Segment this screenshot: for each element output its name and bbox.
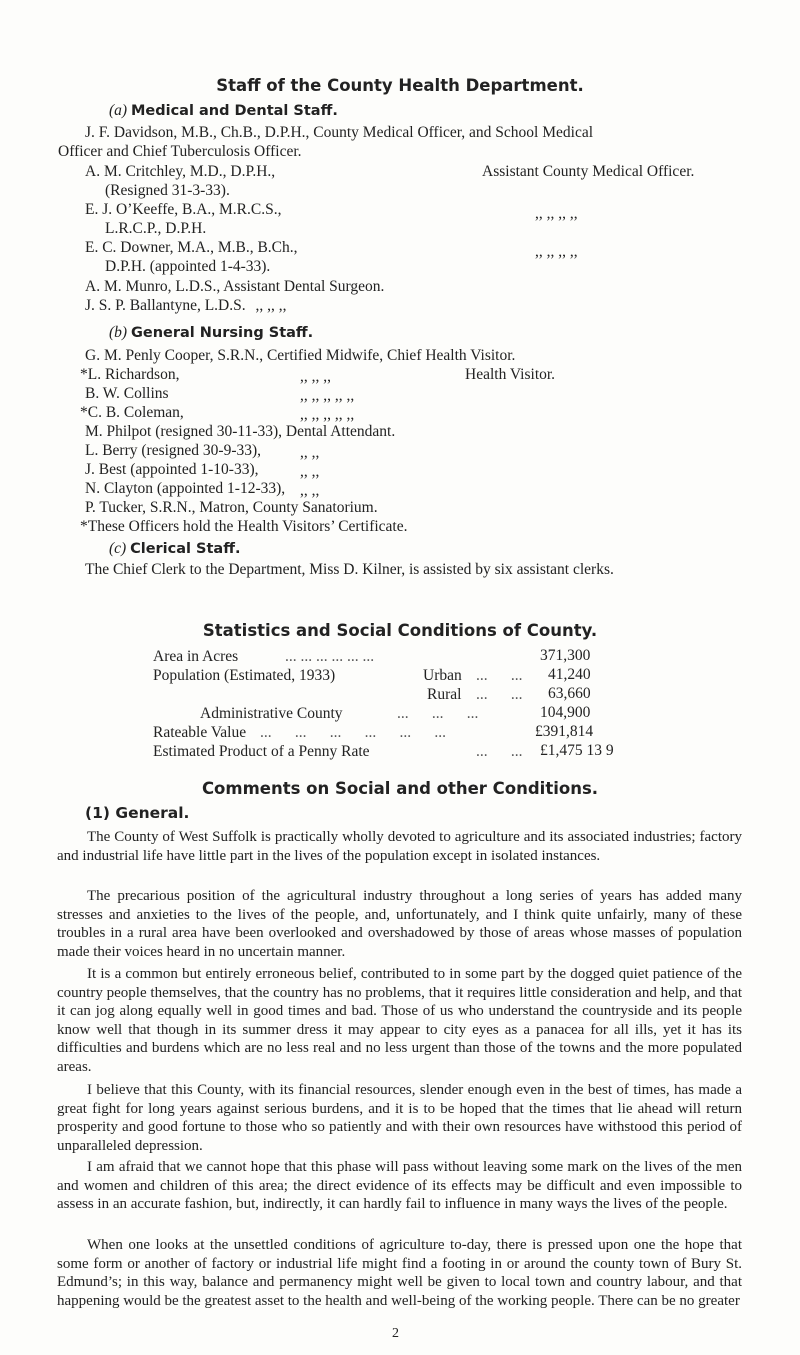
ditto-downer: ,, ,, ,, ,,: [535, 243, 578, 260]
nurse-line-coleman: *C. B. Coleman,: [80, 404, 184, 421]
nurse-line-best: J. Best (appointed 1-10-33),: [85, 461, 259, 478]
paragraph-1: The County of West Suffolk is practically wholly devoted to agriculture and its associated industries; factory and industrial life have little part in the lives of the population except in isolated instances.: [57, 829, 742, 864]
ditto-clayton: ,, ,,: [300, 482, 320, 499]
page-number: 2: [392, 1326, 399, 1341]
ditto-berry: ,, ,,: [300, 444, 320, 461]
stat-leader-admin: ... ... ...: [397, 705, 479, 722]
stat-label-population: Population (Estimated, 1933): [153, 667, 336, 684]
nurse-line-berry: L. Berry (resigned 30-9-33),: [85, 442, 262, 459]
ditto-richardson: ,, ,, ,,: [300, 368, 331, 385]
ditto-ballantyne: ,, ,, ,,: [255, 297, 287, 314]
medical-heading-text: Medical and Dental Staff.: [130, 103, 338, 119]
statistics-title: Statistics and Social Conditions of County.: [202, 621, 598, 640]
stat-value-rural: 63,660: [548, 685, 591, 702]
paragraph-4: I believe that this County, with its financial resources, slender enough even in the best of times, has made a great fight for long years against serious burdens, and it is to be hoped that the times that lie ahead will return prosperity and good fortune to those who so patiently and with their own resources have withstood this period of unparalleled depression.: [57, 1082, 742, 1154]
nursing-heading-text: General Nursing Staff.: [130, 325, 314, 341]
medical-heading-prefix: (a): [109, 102, 128, 119]
ditto-best: ,, ,,: [300, 463, 320, 480]
staff-line-okeeffe: E. J. O’Keeffe, B.A., M.R.C.S.,: [85, 201, 282, 218]
stat-value-penny-rate: £1,475 13 9: [540, 742, 614, 759]
nurse-line-tucker: P. Tucker, S.R.N., Matron, County Sanatorium.: [85, 499, 378, 516]
paragraph-2: The precarious position of the agricultural industry throughout a long series of years has added many stresses and anxieties to the lives of the people, and, unfortunately, and I think quite unfairly, many of these troubles in a rural area have been overlooked and overshadowed by those of areas whose masses of population made their voices heard in no uncertain manner.: [57, 888, 742, 960]
medical-heading: [109, 101, 338, 121]
stat-leader-area: ... ... ... ... ... ...: [285, 648, 375, 665]
stat-leader-urban: ... ...: [476, 667, 523, 684]
nurse-line-philpot: M. Philpot (resigned 30-11-33), Dental Attendant.: [85, 423, 396, 440]
paragraph-5: I am afraid that we cannot hope that this phase will pass without leaving some mark on the lives of the men and women and children of this area; the direct evidence of its effects may be difficult and even impossible to assess in an accurate fashion, but, indirectly, it can hardly fail to influence in many ways the lives of the people.: [57, 1159, 742, 1212]
stat-label-area: Area in Acres: [153, 648, 239, 665]
nurse-line-cooper: G. M. Penly Cooper, S.R.N., Certified Midwife, Chief Health Visitor.: [85, 347, 516, 364]
health-visitor-label: Health Visitor.: [465, 366, 556, 383]
staff-line-davidson-cont: Officer and Chief Tuberculosis Officer.: [58, 143, 302, 160]
stat-sub-urban: Urban: [423, 667, 462, 684]
clerical-heading-prefix: (c): [109, 540, 127, 557]
staff-line-downer: E. C. Downer, M.A., M.B., B.Ch.,: [85, 239, 298, 256]
ditto-collins: ,, ,, ,, ,, ,,: [300, 387, 355, 404]
stat-leader-rateable: ... ... ... ... ... ...: [260, 724, 446, 741]
stat-label-rateable: Rateable Value: [153, 724, 247, 741]
staff-title: Staff of the County Health Department.: [216, 76, 584, 95]
comments-title: Comments on Social and other Conditions.: [201, 779, 599, 798]
ditto-okeeffe: ,, ,, ,, ,,: [535, 205, 578, 222]
ditto-coleman: ,, ,, ,, ,, ,,: [300, 406, 355, 423]
staff-line-ballantyne: [85, 296, 286, 315]
staff-line-downer-cont: D.P.H. (appointed 1-4-33).: [105, 258, 271, 275]
stat-leader-rural: ... ...: [476, 686, 523, 703]
stat-value-area: 371,300: [540, 647, 591, 664]
stat-sub-rural: Rural: [427, 686, 462, 703]
general-heading: (1) General.: [85, 804, 190, 822]
nursing-heading-prefix: (b): [109, 324, 128, 341]
nurse-line-clayton: N. Clayton (appointed 1-12-33),: [85, 480, 286, 497]
staff-line-ballantyne-name: J. S. P. Ballantyne, L.D.S.: [85, 297, 246, 314]
paragraph-3: It is a common but entirely erroneous belief, contributed to in some part by the dogged quiet patience of the country people themselves, that the country has no problems, that it requires little consideration and help, and that it can jog along equally well in good times and bad. Those of us who understand the countryside and its people know well that though in its summer dress it may appear to city eyes as a panacea for all ills, yet it has its difficulties and burdens which are no less real and no less urgent than those of the towns and the more populated areas.: [57, 966, 742, 1075]
stat-value-urban: 41,240: [548, 666, 591, 683]
clerical-text: The Chief Clerk to the Department, Miss D. Kilner, is assisted by six assistant clerks.: [85, 561, 614, 578]
staff-line-critchley: A. M. Critchley, M.D., D.P.H.,: [85, 163, 276, 180]
staff-line-munro: A. M. Munro, L.D.S., Assistant Dental Surgeon.: [85, 278, 385, 295]
stat-label-penny-rate: Estimated Product of a Penny Rate: [153, 743, 370, 760]
staff-line-okeeffe-cont: L.R.C.P., D.P.H.: [105, 220, 207, 237]
stat-value-rateable: £391,814: [535, 723, 594, 740]
clerical-heading-text: Clerical Staff.: [130, 541, 241, 557]
stat-value-admin: 104,900: [540, 704, 591, 721]
nurse-line-collins: B. W. Collins: [85, 385, 169, 402]
nursing-heading: [109, 323, 313, 343]
stat-leader-penny: ... ...: [476, 743, 523, 760]
clerical-heading: [109, 539, 240, 559]
paragraph-6: When one looks at the unsettled conditions of agriculture to-day, there is pressed upon one the hope that some form or another of factory or industrial life might find a footing in or around the county town of Bury St. Edmund’s; in this way, balance and permanency might well be given to local town and country labour, and that happening would be the greatest asset to the health and well-being of the working people. There can be no greater: [57, 1237, 742, 1309]
certificate-footnote: *These Officers hold the Health Visitors’ Certificate.: [80, 518, 408, 535]
staff-line-critchley-cont: (Resigned 31-3-33).: [105, 182, 230, 199]
stat-label-admin: Administrative County: [200, 705, 343, 722]
nurse-line-richardson: *L. Richardson,: [80, 366, 180, 383]
staff-line-davidson: J. F. Davidson, M.B., Ch.B., D.P.H., County Medical Officer, and School Medical: [85, 124, 594, 141]
assistant-cmo-title: Assistant County Medical Officer.: [482, 163, 695, 180]
